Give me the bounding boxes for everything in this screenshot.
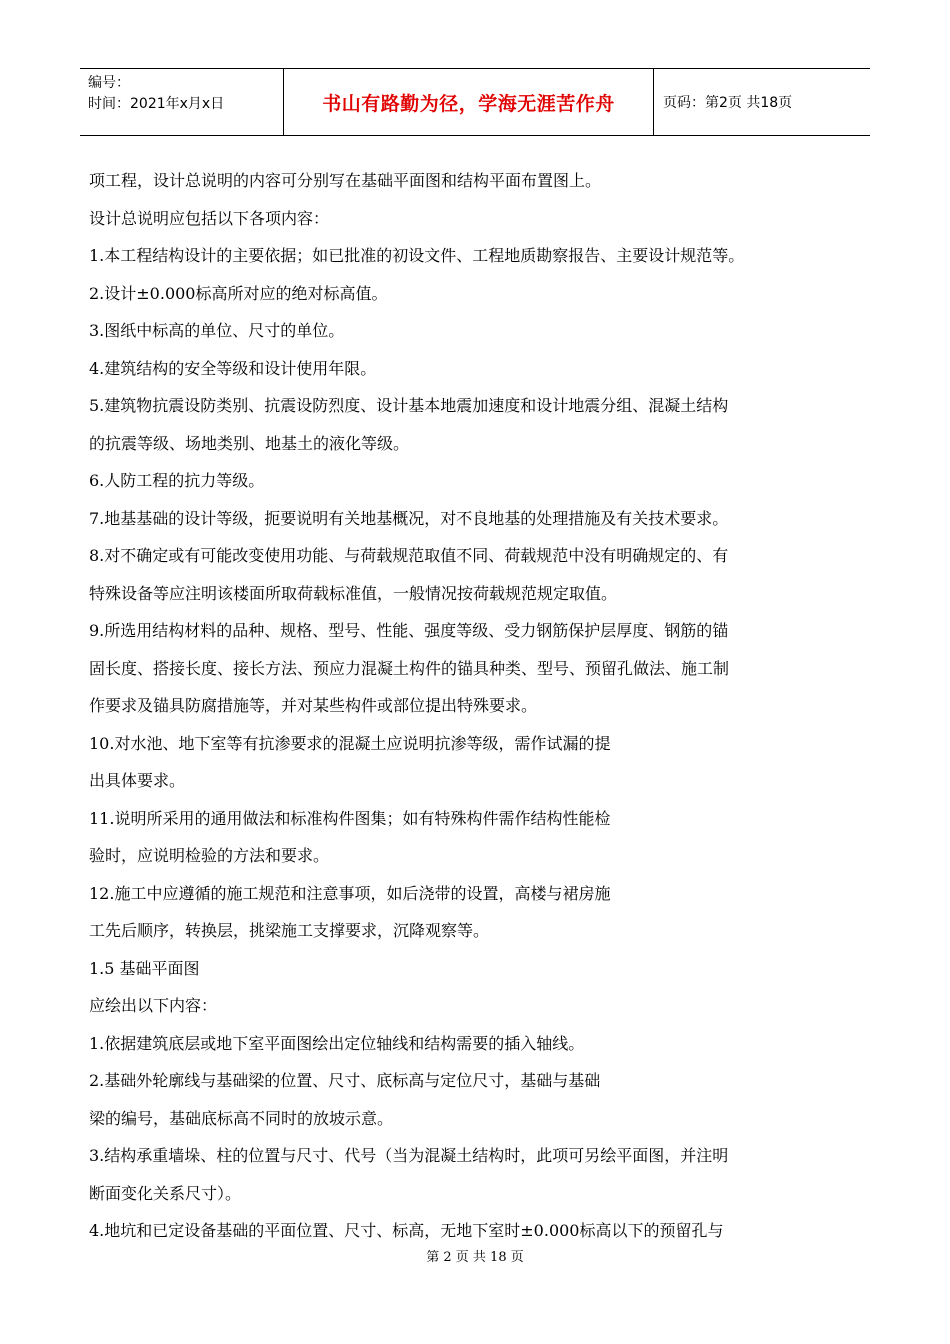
document-header bbox=[80, 68, 870, 136]
body-text-line: 11.说明所采用的通用做法和标准构件图集；如有特殊构件需作结构性能检 bbox=[89, 808, 611, 828]
body-text-line: 固长度、搭接长度、接长方法、预应力混凝土构件的锚具种类、型号、预留孔做法、施工制 bbox=[89, 658, 730, 678]
body-text-line: 特殊设备等应注明该楼面所取荷载标准值，一般情况按荷载规范规定取值。 bbox=[89, 583, 618, 603]
body-text-line: 梁的编号，基础底标高不同时的放坡示意。 bbox=[89, 1108, 394, 1128]
document-number-label: 编号： bbox=[88, 75, 130, 91]
body-text-line: 8.对不确定或有可能改变使用功能、与荷载规范取值不同、荷载规范中没有明确规定的、有 bbox=[89, 546, 729, 565]
body-text-line: 设计总说明应包括以下各项内容： bbox=[89, 208, 330, 228]
body-text-line: 3.图纸中标高的单位、尺寸的单位。 bbox=[89, 321, 345, 340]
body-text-line: 验时，应说明检验的方法和要求。 bbox=[89, 846, 330, 865]
body-text-line: 2.基础外轮廓线与基础梁的位置、尺寸、底标高与定位尺寸，基础与基础 bbox=[89, 1071, 601, 1090]
body-text-line: 断面变化关系尺寸）。 bbox=[89, 1183, 242, 1203]
body-text-line: 2.设计±0.000标高所对应的绝对标高值。 bbox=[89, 283, 388, 303]
body-text-line: 作要求及锚具防腐措施等，并对某些构件或部位提出特殊要求。 bbox=[89, 696, 538, 715]
document-date-label: 时间：2021年x月x日 bbox=[88, 96, 225, 112]
body-text-line: 1.5 基础平面图 bbox=[89, 958, 200, 978]
header-meta-cell bbox=[80, 69, 284, 135]
body-text-line: 工先后顺序，转换层，挑梁施工支撑要求，沉降观察等。 bbox=[89, 921, 490, 940]
body-text-line: 10.对水池、地下室等有抗渗要求的混凝土应说明抗渗等级，需作试漏的提 bbox=[89, 733, 611, 753]
body-text-line: 应绘出以下内容： bbox=[89, 996, 218, 1015]
body-text-line: 项工程，设计总说明的内容可分别写在基础平面图和结构平面布置图上。 bbox=[89, 171, 602, 190]
footer-page-number: 第 2 页 共 18 页 bbox=[426, 1250, 524, 1265]
header-page-cell bbox=[654, 69, 870, 135]
body-text-line: 7.地基基础的设计等级，扼要说明有关地基概况，对不良地基的处理措施及有关技术要求。 bbox=[89, 508, 729, 528]
body-text-line: 12.施工中应遵循的施工规范和注意事项，如后浇带的设置，高楼与裙房施 bbox=[89, 883, 611, 903]
body-text-line: 1.依据建筑底层或地下室平面图绘出定位轴线和结构需要的插入轴线。 bbox=[89, 1033, 585, 1053]
header-motto-cell bbox=[284, 69, 654, 135]
body-text-line: 4.建筑结构的安全等级和设计使用年限。 bbox=[89, 358, 377, 378]
body-text-line: 6.人防工程的抗力等级。 bbox=[89, 471, 265, 490]
header-page-info: 页码：第2页 共18页 bbox=[663, 95, 793, 111]
body-text-line: 1.本工程结构设计的主要依据；如已批准的初设文件、工程地质勘察报告、主要设计规范等。 bbox=[89, 246, 745, 265]
body-text-line: 5.建筑物抗震设防类别、抗震设防烈度、设计基本地震加速度和设计地震分组、混凝土结构 bbox=[89, 396, 729, 415]
header-motto: 书山有路勤为径，学海无涯苦作舟 bbox=[322, 92, 615, 115]
body-text-line: 4.地坑和已定设备基础的平面位置、尺寸、标高，无地下室时±0.000标高以下的预留孔与 bbox=[89, 1221, 724, 1240]
body-text-line: 3.结构承重墙垛、柱的位置与尺寸、代号（当为混凝土结构时，此项可另绘平面图，并注明 bbox=[89, 1146, 729, 1165]
body-text-line: 9.所选用结构材料的品种、规格、型号、性能、强度等级、受力钢筋保护层厚度、钢筋的锚 bbox=[89, 621, 729, 640]
body-text-line: 出具体要求。 bbox=[89, 771, 186, 790]
body-text-line: 的抗震等级、场地类别、地基土的液化等级。 bbox=[89, 433, 410, 453]
document-body bbox=[89, 166, 879, 1254]
page-footer bbox=[0, 1246, 950, 1265]
